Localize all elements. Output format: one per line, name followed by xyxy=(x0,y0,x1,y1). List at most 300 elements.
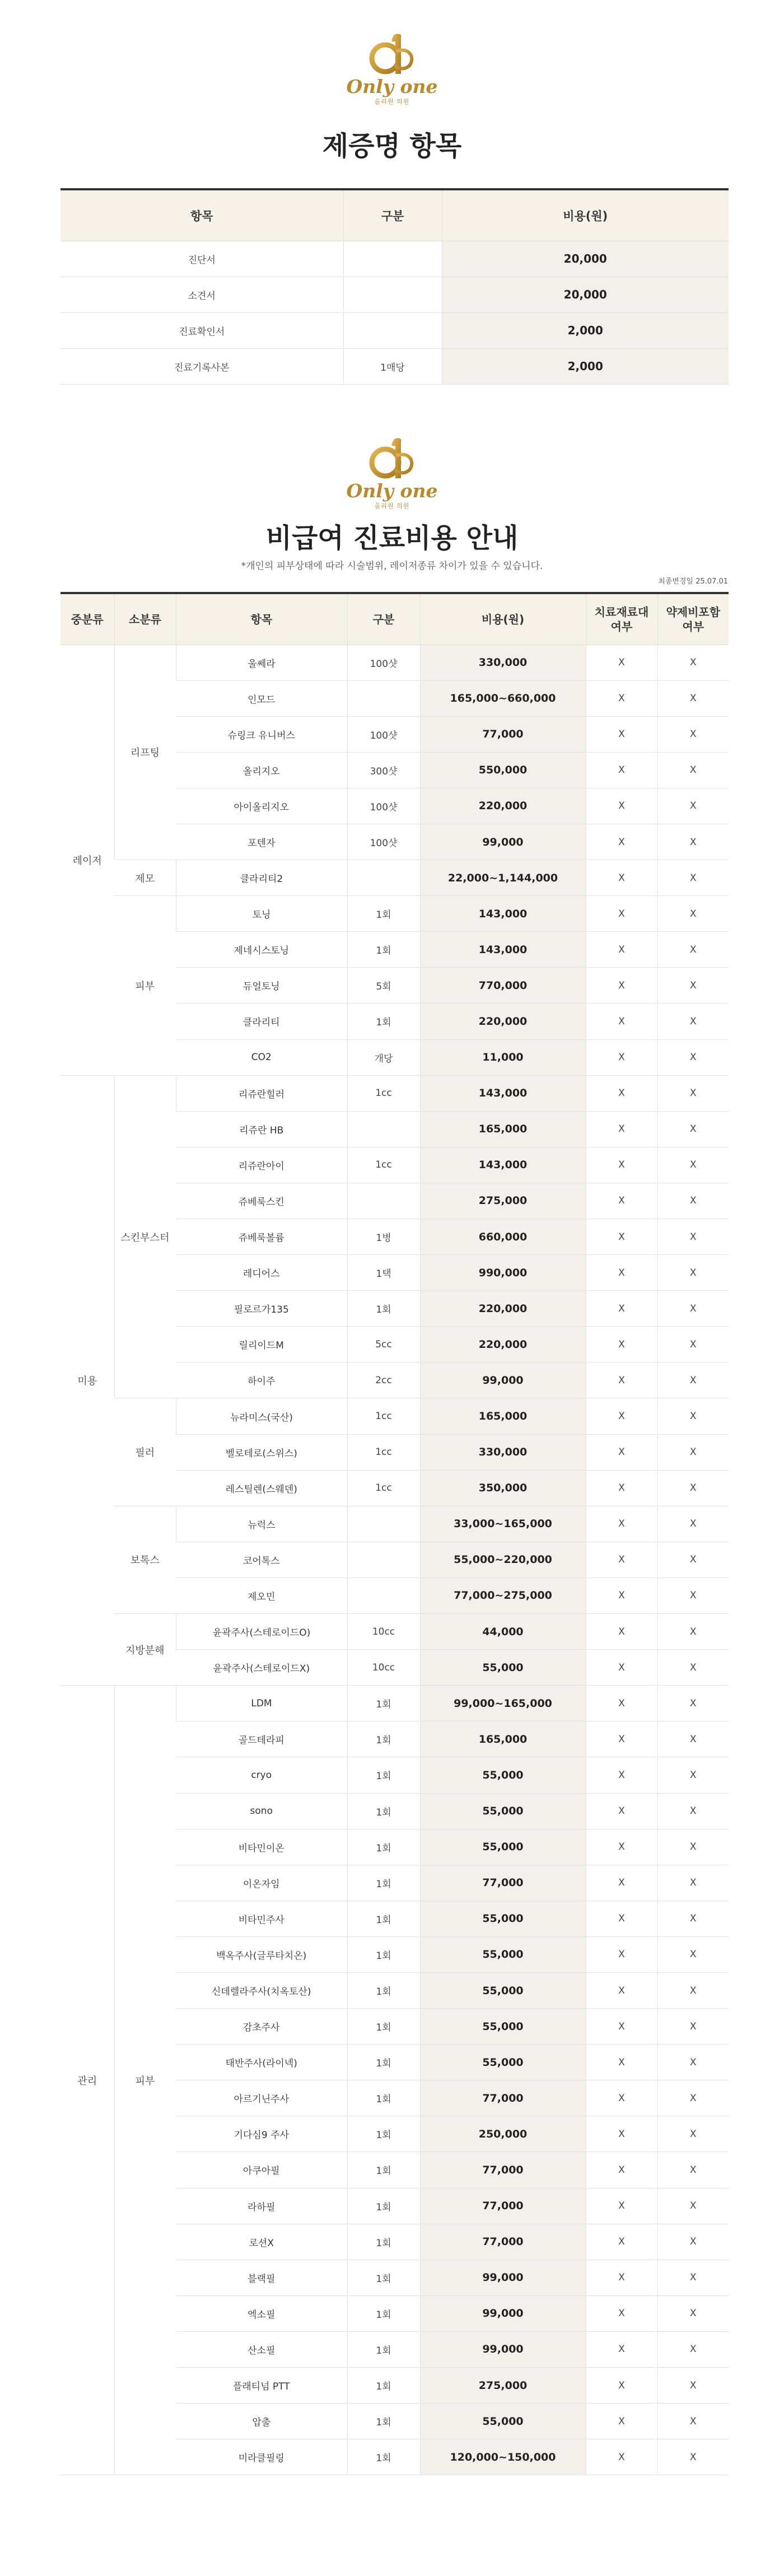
clinic-logo xyxy=(0,436,784,510)
cell-drug: X xyxy=(657,968,729,1004)
cell-item: 울쎄라 xyxy=(176,645,347,680)
logo-subtext: 올리원 의원 xyxy=(374,98,410,105)
cell-cost: 660,000 xyxy=(420,1219,586,1255)
cell-unit: 1회 xyxy=(347,1291,420,1327)
cell-cost: 55,000 xyxy=(420,1650,586,1686)
pricing-table xyxy=(60,592,729,2475)
cell-subcategory: 제모 xyxy=(114,860,176,896)
cell-unit: 1회 xyxy=(347,2152,420,2188)
cell-drug: X xyxy=(657,1757,729,1793)
header-drug xyxy=(657,593,729,645)
cell-cost: 770,000 xyxy=(420,968,586,1004)
cell-cost: 220,000 xyxy=(420,1291,586,1327)
cell-unit xyxy=(347,1111,420,1147)
cell-material: X xyxy=(586,2224,657,2260)
cell-cost: 44,000 xyxy=(420,1614,586,1650)
cell-item: 토닝 xyxy=(176,896,347,932)
cell-unit xyxy=(347,680,420,716)
cell-unit: 1cc xyxy=(347,1398,420,1434)
cell-item: 듀얼토닝 xyxy=(176,968,347,1004)
cell-item: 쥬베룩스킨 xyxy=(176,1183,347,1219)
cell-drug: X xyxy=(657,1434,729,1470)
table-row xyxy=(60,896,729,932)
cell-unit: 100샷 xyxy=(347,824,420,860)
certificate-header-row xyxy=(60,189,729,241)
cell-item: 압출 xyxy=(176,2404,347,2439)
cell-cost: 99,000 xyxy=(420,2260,586,2295)
table-row xyxy=(60,241,729,277)
header-item: 항목 xyxy=(60,189,343,241)
cell-unit: 300샷 xyxy=(347,752,420,788)
cell-unit xyxy=(343,277,442,312)
cell-cost: 99,000 xyxy=(420,2295,586,2331)
cell-material: X xyxy=(586,1398,657,1434)
cell-material: X xyxy=(586,2152,657,2188)
cell-cost: 20,000 xyxy=(442,241,729,277)
cell-item: 소견서 xyxy=(60,277,343,312)
cell-cost: 275,000 xyxy=(420,1183,586,1219)
cell-drug: X xyxy=(657,1793,729,1829)
cell-unit: 1cc xyxy=(347,1470,420,1506)
pricing-title: 비급여 진료비용 안내 xyxy=(265,522,519,554)
cell-unit: 1회 xyxy=(347,2404,420,2439)
cell-cost: 77,000 xyxy=(420,716,586,752)
cell-material: X xyxy=(586,2260,657,2295)
cell-item: CO2 xyxy=(176,1039,347,1075)
cell-unit: 1택 xyxy=(347,1255,420,1291)
cell-material: X xyxy=(586,1936,657,1972)
cell-cost: 33,000~165,000 xyxy=(420,1506,586,1542)
last-updated: 최종변경일 25.07.01 xyxy=(658,577,728,586)
cell-unit: 1회 xyxy=(347,1721,420,1757)
cell-material: X xyxy=(586,1147,657,1183)
cell-drug: X xyxy=(657,1470,729,1506)
cell-drug: X xyxy=(657,1901,729,1936)
header-item: 항목 xyxy=(176,593,347,645)
cell-item: LDM xyxy=(176,1686,347,1721)
cell-item: 레디어스 xyxy=(176,1255,347,1291)
cell-cost: 165,000 xyxy=(420,1721,586,1757)
cell-material: X xyxy=(586,1039,657,1075)
header-drug-line1: 약제비포함 xyxy=(666,605,721,619)
cell-material: X xyxy=(586,680,657,716)
cell-material: X xyxy=(586,2331,657,2367)
cell-material: X xyxy=(586,645,657,680)
cell-material: X xyxy=(586,1650,657,1686)
logo-emblem-icon xyxy=(366,31,418,80)
cell-material: X xyxy=(586,1506,657,1542)
cell-item: 감초주사 xyxy=(176,2009,347,2045)
cell-unit xyxy=(347,1542,420,1578)
cell-drug: X xyxy=(657,1865,729,1901)
cell-drug: X xyxy=(657,2152,729,2188)
cell-item: sono xyxy=(176,1793,347,1829)
cell-cost: 165,000 xyxy=(420,1398,586,1434)
cell-material: X xyxy=(586,1362,657,1398)
cell-cost: 990,000 xyxy=(420,1255,586,1291)
certificate-table xyxy=(60,188,729,385)
cell-cost: 77,000 xyxy=(420,2080,586,2116)
cell-material: X xyxy=(586,2368,657,2404)
cell-drug: X xyxy=(657,2368,729,2404)
logo-subtext: 올리원 의원 xyxy=(374,502,410,510)
cell-cost: 330,000 xyxy=(420,645,586,680)
cell-cost: 20,000 xyxy=(442,277,729,312)
cell-unit: 1회 xyxy=(347,1004,420,1039)
cell-drug: X xyxy=(657,2009,729,2045)
cell-material: X xyxy=(586,2080,657,2116)
cell-drug: X xyxy=(657,1327,729,1362)
cell-drug: X xyxy=(657,2224,729,2260)
cell-unit xyxy=(347,1506,420,1542)
cell-item: 클라리티 xyxy=(176,1004,347,1039)
cell-item: 진료기록사본 xyxy=(60,348,343,384)
cell-unit: 1회 xyxy=(347,1972,420,2008)
cell-category: 미용 xyxy=(60,1075,114,1686)
cell-material: X xyxy=(586,2045,657,2080)
cell-drug: X xyxy=(657,1183,729,1219)
cell-cost: 143,000 xyxy=(420,1075,586,1111)
cell-cost: 220,000 xyxy=(420,1327,586,1362)
cell-subcategory: 피부 xyxy=(114,1686,176,2475)
cell-cost: 77,000 xyxy=(420,1865,586,1901)
cell-item: 태반주사(라이넥) xyxy=(176,2045,347,2080)
cell-drug: X xyxy=(657,2080,729,2116)
cell-drug: X xyxy=(657,2260,729,2295)
cell-cost: 330,000 xyxy=(420,1434,586,1470)
cell-unit: 10cc xyxy=(347,1650,420,1686)
cell-unit: 1회 xyxy=(347,2368,420,2404)
table-row xyxy=(60,1398,729,1434)
logo-text: Only one xyxy=(346,76,438,97)
cell-material: X xyxy=(586,2439,657,2475)
cell-material: X xyxy=(586,1183,657,1219)
cell-cost: 165,000 xyxy=(420,1111,586,1147)
header-cost: 비용(원) xyxy=(442,189,729,241)
cell-item: 뉴라미스(국산) xyxy=(176,1398,347,1434)
header-drug-line2: 여부 xyxy=(682,619,704,633)
cell-material: X xyxy=(586,1865,657,1901)
cell-material: X xyxy=(586,824,657,860)
cell-item: cryo xyxy=(176,1757,347,1793)
cell-material: X xyxy=(586,716,657,752)
header-category: 중분류 xyxy=(60,593,114,645)
cell-material: X xyxy=(586,860,657,896)
cell-cost: 22,000~1,144,000 xyxy=(420,860,586,896)
cell-unit: 1회 xyxy=(347,1901,420,1936)
cell-material: X xyxy=(586,1757,657,1793)
cell-material: X xyxy=(586,2188,657,2224)
cell-drug: X xyxy=(657,1291,729,1327)
cell-item: 아이올리지오 xyxy=(176,788,347,824)
cell-cost: 55,000 xyxy=(420,1936,586,1972)
cell-drug: X xyxy=(657,2439,729,2475)
table-row xyxy=(60,348,729,384)
cell-drug: X xyxy=(657,896,729,932)
cell-unit: 5cc xyxy=(347,1327,420,1362)
logo-emblem-icon xyxy=(366,436,418,484)
table-row xyxy=(60,1506,729,1542)
cell-drug: X xyxy=(657,824,729,860)
cell-category: 관리 xyxy=(60,1686,114,2475)
cell-cost: 550,000 xyxy=(420,752,586,788)
cell-item: 기다심9 주사 xyxy=(176,2116,347,2152)
cell-cost: 55,000 xyxy=(420,1757,586,1793)
cell-cost: 220,000 xyxy=(420,1004,586,1039)
cell-item: 비타민주사 xyxy=(176,1901,347,1936)
cell-subcategory: 리프팅 xyxy=(114,645,176,860)
cell-material: X xyxy=(586,1542,657,1578)
cell-material: X xyxy=(586,1614,657,1650)
cell-item: 리쥬란아이 xyxy=(176,1147,347,1183)
cell-material: X xyxy=(586,1972,657,2008)
clinic-logo xyxy=(0,31,784,106)
cell-cost: 55,000~220,000 xyxy=(420,1542,586,1578)
cell-subcategory: 피부 xyxy=(114,896,176,1075)
cell-material: X xyxy=(586,1111,657,1147)
cell-unit: 1회 xyxy=(347,2331,420,2367)
cell-category: 레이저 xyxy=(60,645,114,1075)
cell-cost: 55,000 xyxy=(420,2009,586,2045)
cell-material: X xyxy=(586,1004,657,1039)
cell-unit: 개당 xyxy=(347,1039,420,1075)
cell-material: X xyxy=(586,1829,657,1865)
cell-cost: 350,000 xyxy=(420,1470,586,1506)
cell-material: X xyxy=(586,1721,657,1757)
cell-unit: 1회 xyxy=(347,1757,420,1793)
header-unit: 구분 xyxy=(343,189,442,241)
cell-drug: X xyxy=(657,1972,729,2008)
cell-unit: 1cc xyxy=(347,1147,420,1183)
cell-item: 코어톡스 xyxy=(176,1542,347,1578)
cell-unit: 1회 xyxy=(347,1829,420,1865)
table-row xyxy=(60,1075,729,1111)
cell-item: 클라리티2 xyxy=(176,860,347,896)
cell-item: 뉴럭스 xyxy=(176,1506,347,1542)
header-cost: 비용(원) xyxy=(420,593,586,645)
cell-item: 엑소필 xyxy=(176,2295,347,2331)
cell-item: 윤곽주사(스테로이드X) xyxy=(176,1650,347,1686)
cell-unit xyxy=(347,1578,420,1613)
cell-item: 레스틸렌(스웨덴) xyxy=(176,1470,347,1506)
cell-drug: X xyxy=(657,932,729,968)
cell-unit: 1회 xyxy=(347,1936,420,1972)
cell-item: 로션X xyxy=(176,2224,347,2260)
cell-material: X xyxy=(586,1327,657,1362)
cell-drug: X xyxy=(657,1542,729,1578)
cell-item: 산소필 xyxy=(176,2331,347,2367)
cell-cost: 77,000 xyxy=(420,2224,586,2260)
cell-drug: X xyxy=(657,2295,729,2331)
cell-unit xyxy=(343,312,442,348)
cell-drug: X xyxy=(657,1255,729,1291)
cell-item: 비타민이온 xyxy=(176,1829,347,1865)
cell-material: X xyxy=(586,2009,657,2045)
cell-drug: X xyxy=(657,2188,729,2224)
cell-item: 슈링크 유니버스 xyxy=(176,716,347,752)
cell-unit: 100샷 xyxy=(347,645,420,680)
cell-unit: 1회 xyxy=(347,2009,420,2045)
header-subcategory: 소분류 xyxy=(114,593,176,645)
cell-cost: 250,000 xyxy=(420,2116,586,2152)
cell-drug: X xyxy=(657,1147,729,1183)
cell-material: X xyxy=(586,1470,657,1506)
cell-drug: X xyxy=(657,1506,729,1542)
cell-item: 하이주 xyxy=(176,1362,347,1398)
cell-material: X xyxy=(586,896,657,932)
cell-unit: 1병 xyxy=(347,1219,420,1255)
cell-unit xyxy=(343,241,442,277)
cell-cost: 11,000 xyxy=(420,1039,586,1075)
cell-unit: 1회 xyxy=(347,2295,420,2331)
cell-material: X xyxy=(586,1578,657,1613)
header-material-line1: 치료재료대 xyxy=(594,605,649,619)
cell-item: 골드테라피 xyxy=(176,1721,347,1757)
cell-unit: 1회 xyxy=(347,1686,420,1721)
cell-drug: X xyxy=(657,1398,729,1434)
cell-material: X xyxy=(586,752,657,788)
cell-drug: X xyxy=(657,1039,729,1075)
cell-cost: 99,000 xyxy=(420,2331,586,2367)
cell-cost: 55,000 xyxy=(420,2404,586,2439)
cell-drug: X xyxy=(657,752,729,788)
cell-unit: 1회 xyxy=(347,2116,420,2152)
cell-material: X xyxy=(586,1075,657,1111)
cell-drug: X xyxy=(657,1219,729,1255)
cell-drug: X xyxy=(657,1614,729,1650)
cell-unit: 1회 xyxy=(347,2260,420,2295)
cell-drug: X xyxy=(657,2045,729,2080)
cell-cost: 99,000 xyxy=(420,1362,586,1398)
cell-material: X xyxy=(586,1793,657,1829)
cell-drug: X xyxy=(657,2116,729,2152)
cell-drug: X xyxy=(657,645,729,680)
cell-item: 윤곽주사(스테로이드O) xyxy=(176,1614,347,1650)
cell-material: X xyxy=(586,968,657,1004)
cell-subcategory: 보톡스 xyxy=(114,1506,176,1613)
cell-item: 벨로테로(스위스) xyxy=(176,1434,347,1470)
cell-item: 진료확인서 xyxy=(60,312,343,348)
table-row xyxy=(60,645,729,680)
cell-unit: 1회 xyxy=(347,1865,420,1901)
cell-item: 백옥주사(글루타치온) xyxy=(176,1936,347,1972)
pricing-note: *개인의 피부상태에 따라 시술범위, 레이저종류 차이가 있을 수 있습니다. xyxy=(241,561,543,572)
cell-drug: X xyxy=(657,680,729,716)
cell-item: 인모드 xyxy=(176,680,347,716)
cell-material: X xyxy=(586,1219,657,1255)
cell-unit: 1회 xyxy=(347,896,420,932)
cell-subcategory: 지방분해 xyxy=(114,1614,176,1686)
cell-cost: 220,000 xyxy=(420,788,586,824)
cell-cost: 2,000 xyxy=(442,348,729,384)
cell-cost: 77,000~275,000 xyxy=(420,1578,586,1613)
cell-subcategory: 필러 xyxy=(114,1398,176,1506)
cell-cost: 2,000 xyxy=(442,312,729,348)
pricing-header-row xyxy=(60,593,729,645)
cell-drug: X xyxy=(657,788,729,824)
cell-subcategory: 스킨부스터 xyxy=(114,1075,176,1398)
cell-item: 미라클필링 xyxy=(176,2439,347,2475)
cell-unit: 5회 xyxy=(347,968,420,1004)
cell-cost: 55,000 xyxy=(420,1901,586,1936)
cell-item: 쥬베룩볼륨 xyxy=(176,1219,347,1255)
cell-unit: 1회 xyxy=(347,2045,420,2080)
cell-unit xyxy=(347,1183,420,1219)
cell-unit: 1회 xyxy=(347,2224,420,2260)
cell-unit: 1회 xyxy=(347,2188,420,2224)
cell-item: 필로르가135 xyxy=(176,1291,347,1327)
cell-cost: 55,000 xyxy=(420,2045,586,2080)
cell-material: X xyxy=(586,2295,657,2331)
cell-item: 라하필 xyxy=(176,2188,347,2224)
cell-cost: 165,000~660,000 xyxy=(420,680,586,716)
cell-material: X xyxy=(586,1686,657,1721)
cell-item: 제네시스토닝 xyxy=(176,932,347,968)
cell-drug: X xyxy=(657,860,729,896)
cell-item: 블랙필 xyxy=(176,2260,347,2295)
cell-cost: 77,000 xyxy=(420,2152,586,2188)
cell-cost: 275,000 xyxy=(420,2368,586,2404)
cell-unit: 10cc xyxy=(347,1614,420,1650)
cell-item: 아르기닌주사 xyxy=(176,2080,347,2116)
cell-unit: 100샷 xyxy=(347,716,420,752)
cell-unit: 1매당 xyxy=(343,348,442,384)
cell-unit: 100샷 xyxy=(347,788,420,824)
cell-drug: X xyxy=(657,1721,729,1757)
cell-item: 플래티넘 PTT xyxy=(176,2368,347,2404)
cell-material: X xyxy=(586,2404,657,2439)
cell-item: 이온자임 xyxy=(176,1865,347,1901)
cell-item: 릴리이드M xyxy=(176,1327,347,1362)
cell-drug: X xyxy=(657,1936,729,1972)
header-material-line2: 여부 xyxy=(610,619,633,633)
cell-unit: 1회 xyxy=(347,1793,420,1829)
cell-material: X xyxy=(586,2116,657,2152)
cell-cost: 143,000 xyxy=(420,1147,586,1183)
table-row xyxy=(60,312,729,348)
header-unit: 구분 xyxy=(347,593,420,645)
cell-unit: 2cc xyxy=(347,1362,420,1398)
cell-material: X xyxy=(586,1291,657,1327)
cell-material: X xyxy=(586,788,657,824)
cell-item: 올리지오 xyxy=(176,752,347,788)
cell-drug: X xyxy=(657,716,729,752)
cell-material: X xyxy=(586,1255,657,1291)
cell-cost: 143,000 xyxy=(420,896,586,932)
cell-drug: X xyxy=(657,1578,729,1613)
cell-cost: 77,000 xyxy=(420,2188,586,2224)
cell-drug: X xyxy=(657,2331,729,2367)
cell-unit: 1cc xyxy=(347,1075,420,1111)
cell-drug: X xyxy=(657,1650,729,1686)
cell-cost: 55,000 xyxy=(420,1829,586,1865)
table-row xyxy=(60,1686,729,1721)
cell-drug: X xyxy=(657,2404,729,2439)
cell-item: 제오민 xyxy=(176,1578,347,1613)
table-row xyxy=(60,1614,729,1650)
cell-cost: 120,000~150,000 xyxy=(420,2439,586,2475)
certificate-title: 제증명 항목 xyxy=(322,130,462,162)
cell-item: 리쥬란힐러 xyxy=(176,1075,347,1111)
cell-drug: X xyxy=(657,1004,729,1039)
cell-cost: 143,000 xyxy=(420,932,586,968)
cell-unit: 1회 xyxy=(347,2080,420,2116)
cell-item: 아쿠아필 xyxy=(176,2152,347,2188)
cell-unit: 1회 xyxy=(347,2439,420,2475)
logo-text: Only one xyxy=(346,480,438,502)
table-row xyxy=(60,277,729,312)
cell-item: 포텐자 xyxy=(176,824,347,860)
